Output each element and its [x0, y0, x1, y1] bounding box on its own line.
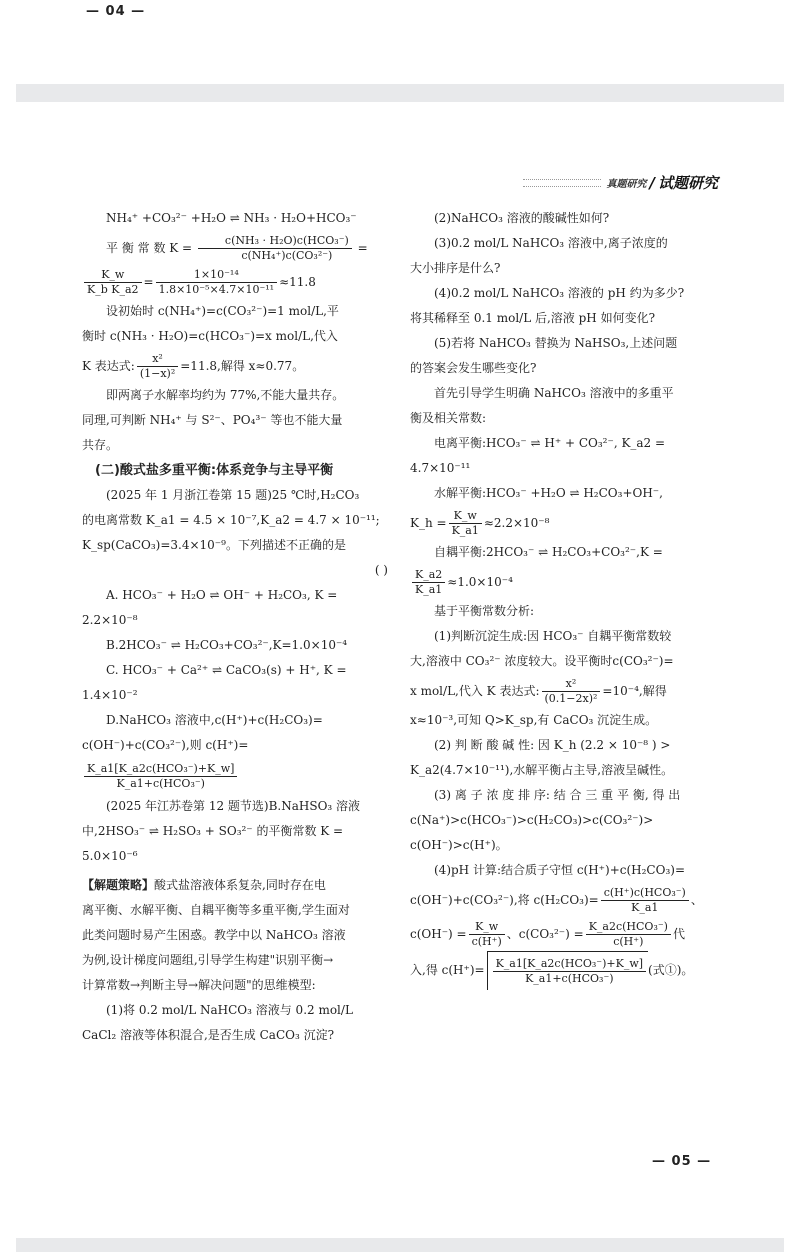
answer-blank: ( )	[374, 563, 388, 577]
text-line: 共存。	[82, 438, 119, 452]
top-page-number: — 04 —	[86, 4, 146, 19]
equation-line: 入,得 c(H⁺)= $\frac{\text{K\_a1[K\_a2c(HCO₃⁻)+K\_w]}}{\text{K\_a1+c(HCO₃⁻)}}$ (式①)。	[410, 951, 722, 990]
question-1-cont: CaCl₂ 溶液等体积混合,是否生成 CaCO₃ 沉淀?	[82, 1028, 335, 1042]
text-line: x≈10⁻³,可知 Q>K_sp,有 CaCO₃ 沉淀生成。	[410, 713, 658, 727]
top-grey-band	[16, 84, 784, 102]
question-4: (4)0.2 mol/L NaHCO₃ 溶液的 pH 约为多少?	[434, 286, 685, 300]
text-line: K_a2(4.7×10⁻¹¹),水解平衡占主导,溶液呈碱性。	[410, 763, 674, 777]
question-3-cont: 大小排序是什么?	[410, 261, 501, 275]
option-d: D.NaHCO₃ 溶液中,c(H⁺)+c(H₂CO₃)=	[106, 713, 323, 727]
question-5-cont: 的答案会发生哪些变化?	[410, 361, 537, 375]
equation-line: $\frac{K\_w}{\text{K\_b K\_a2}}$ = $\frac{\text{1×10⁻¹⁴}}{\text{1.8×10⁻⁵×4.7×10⁻¹¹}}$ ≈11.8	[82, 265, 392, 299]
text-line: 衡及相关常数:	[410, 411, 487, 425]
text-line: 大,溶液中 CO₃²⁻ 浓度较大。设平衡时c(CO₃²⁻)=	[410, 654, 674, 668]
right-column	[410, 206, 722, 990]
section-header	[523, 172, 719, 193]
text-line: 即两离子水解率均约为 77%,不能大量共存。	[106, 388, 345, 402]
question-1: (1)将 0.2 mol/L NaHCO₃ 溶液与 0.2 mol/L	[106, 1003, 353, 1017]
equation-line: K_h = $\frac{K\_w}{K\_a1}$ ≈2.2×10⁻⁸	[410, 509, 550, 537]
equation-line: $\frac{\text{K\_a1[K\_a2c(HCO₃⁻)+K\_w]}}{\text{K\_a1+c(HCO₃⁻)}}$	[82, 758, 392, 794]
text-line: 计算常数→判断主导→解决问题"的思维模型:	[82, 978, 316, 992]
autoprotolysis-equilibrium: 自耦平衡:2HCO₃⁻ ⇌ H₂CO₃+CO₃²⁻,K =	[434, 545, 663, 559]
ionization-equilibrium-cont: 4.7×10⁻¹¹	[410, 461, 471, 475]
question-4-cont: 将其稀释至 0.1 mol/L 后,溶液 pH 如何变化?	[410, 311, 656, 325]
text-line: (3) 离 子 浓 度 排 序: 结 合 三 重 平 衡, 得 出	[434, 788, 681, 802]
option-d-cont: c(OH⁻)+c(CO₃²⁻),则 c(H⁺)=	[82, 738, 249, 752]
text-line: c(Na⁺)>c(HCO₃⁻)>c(H₂CO₃)>c(CO₃²⁻)>	[410, 813, 654, 827]
text-line: (1)判断沉淀生成:因 HCO₃⁻ 自耦平衡常数较	[434, 629, 672, 643]
option-c: C. HCO₃⁻ + Ca²⁺ ⇌ CaCO₃(s) + H⁺, K =	[106, 663, 347, 677]
option-a: A. HCO₃⁻ + H₂O ⇌ OH⁻ + H₂CO₃, K =	[106, 588, 338, 602]
left-column	[82, 206, 392, 1048]
text-line: 首先引导学生明确 NaHCO₃ 溶液中的多重平	[434, 386, 674, 400]
text-line: 此类问题时易产生困惑。教学中以 NaHCO₃ 溶液	[82, 928, 346, 942]
text-line: 离平衡、水解平衡、自耦平衡等多重平衡,学生面对	[82, 903, 350, 917]
equation-line: NH₄⁺ +CO₃²⁻ +H₂O ⇌ NH₃ · H₂O+HCO₃⁻	[106, 211, 357, 225]
hydrolysis-equilibrium: 水解平衡:HCO₃⁻ +H₂O ⇌ H₂CO₃+OH⁻,	[434, 486, 663, 500]
text-line: 衡时 c(NH₃ · H₂O)=c(HCO₃⁻)=x mol/L,代入	[82, 329, 338, 343]
equation-line: c(OH⁻) = $\frac{K\_w}{c(H^+)}$ 、c(CO₃²⁻) = $\frac{\text{K\_a2c(HCO₃⁻)}}{c(H^+)}$ 代	[410, 920, 685, 948]
text-line: K_sp(CaCO₃)=3.4×10⁻⁹。下列描述不正确的是	[82, 538, 346, 552]
bottom-grey-band	[16, 1238, 784, 1252]
text-line: (4)pH 计算:结合质子守恒 c(H⁺)+c(H₂CO₃)=	[434, 863, 685, 877]
ionization-equilibrium: 电离平衡:HCO₃⁻ ⇌ H⁺ + CO₃²⁻, K_a2 =	[434, 436, 666, 450]
equation-line: 平 衡 常 数 K = $\frac{\text{c(NH₃ · H₂O)c(HCO₃⁻)}}{\text{c(NH₄⁺)c(CO₃²⁻)}}$ =	[106, 234, 368, 262]
text-line: 同理,可判断 NH₄⁺ 与 S²⁻、PO₄³⁻ 等也不能大量	[82, 413, 343, 427]
strategy-paragraph-start: 【解题策略】酸式盐溶液体系复杂,同时存在电	[82, 878, 326, 892]
equation-line: K 表达式: $\frac{\text{x²}}{\text{(1−x)²}}$ =11.8,解得 x≈0.77。	[82, 352, 305, 380]
text-line: (2025 年江苏卷第 12 题节选)B.NaHSO₃ 溶液	[106, 799, 361, 813]
equation-line: $\frac{K\_a2}{K\_a1}$ ≈1.0×10⁻⁴	[410, 565, 722, 599]
text-line: c(OH⁻)>c(H⁺)。	[410, 838, 508, 852]
text-line: 基于平衡常数分析:	[434, 604, 535, 618]
sqrt-sign: $\frac{\text{K\_a1[K\_a2c(HCO₃⁻)+K\_w]}}{\text{K\_a1+c(HCO₃⁻)}}$	[487, 951, 648, 990]
section-heading: (二)酸式盐多重平衡:体系竞争与主导平衡	[95, 463, 334, 478]
option-a-cont: 2.2×10⁻⁸	[82, 613, 138, 627]
text-line: 5.0×10⁻⁶	[82, 849, 138, 863]
option-c-cont: 1.4×10⁻²	[82, 688, 138, 702]
header-slash: /	[649, 173, 655, 192]
text-line: 为例,设计梯度问题组,引导学生构建"识别平衡→	[82, 953, 334, 967]
header-dotted-rule	[523, 179, 601, 187]
header-title: 试题研究	[657, 174, 718, 192]
question-3: (3)0.2 mol/L NaHCO₃ 溶液中,离子浓度的	[434, 236, 668, 250]
text-line: (2) 判 断 酸 碱 性: 因 K_h (2.2 × 10⁻⁸ ) >	[434, 738, 671, 752]
equation-line: x mol/L,代入 K 表达式: $\frac{\text{x²}}{\text{(0.1−2x)²}}$ =10⁻⁴,解得	[410, 677, 667, 705]
bottom-page-number: — 05 —	[652, 1154, 712, 1169]
text-line: 中,2HSO₃⁻ ⇌ H₂SO₃ + SO₃²⁻ 的平衡常数 K =	[82, 824, 344, 838]
text-line: 设初始时 c(NH₄⁺)=c(CO₃²⁻)=1 mol/L,平	[106, 304, 339, 318]
question-2: (2)NaHCO₃ 溶液的酸碱性如何?	[434, 211, 610, 225]
text-line: 的电离常数 K_a1 = 4.5 × 10⁻⁷,K_a2 = 4.7 × 10⁻¹¹;	[82, 513, 380, 527]
equation-line: c(OH⁻)+c(CO₃²⁻),将 c(H₂CO₃)= $\frac{\text{c(H⁺)c(HCO₃⁻)}}{K\_a1}$ 、	[410, 886, 703, 914]
question-5: (5)若将 NaHCO₃ 替换为 NaHSO₃,上述问题	[434, 336, 678, 350]
header-small-label: 真题研究	[606, 179, 647, 190]
option-b: B.2HCO₃⁻ ⇌ H₂CO₃+CO₃²⁻,K=1.0×10⁻⁴	[106, 638, 348, 652]
text-line: (2025 年 1 月浙江卷第 15 题)25 ℃时,H₂CO₃	[106, 488, 360, 502]
